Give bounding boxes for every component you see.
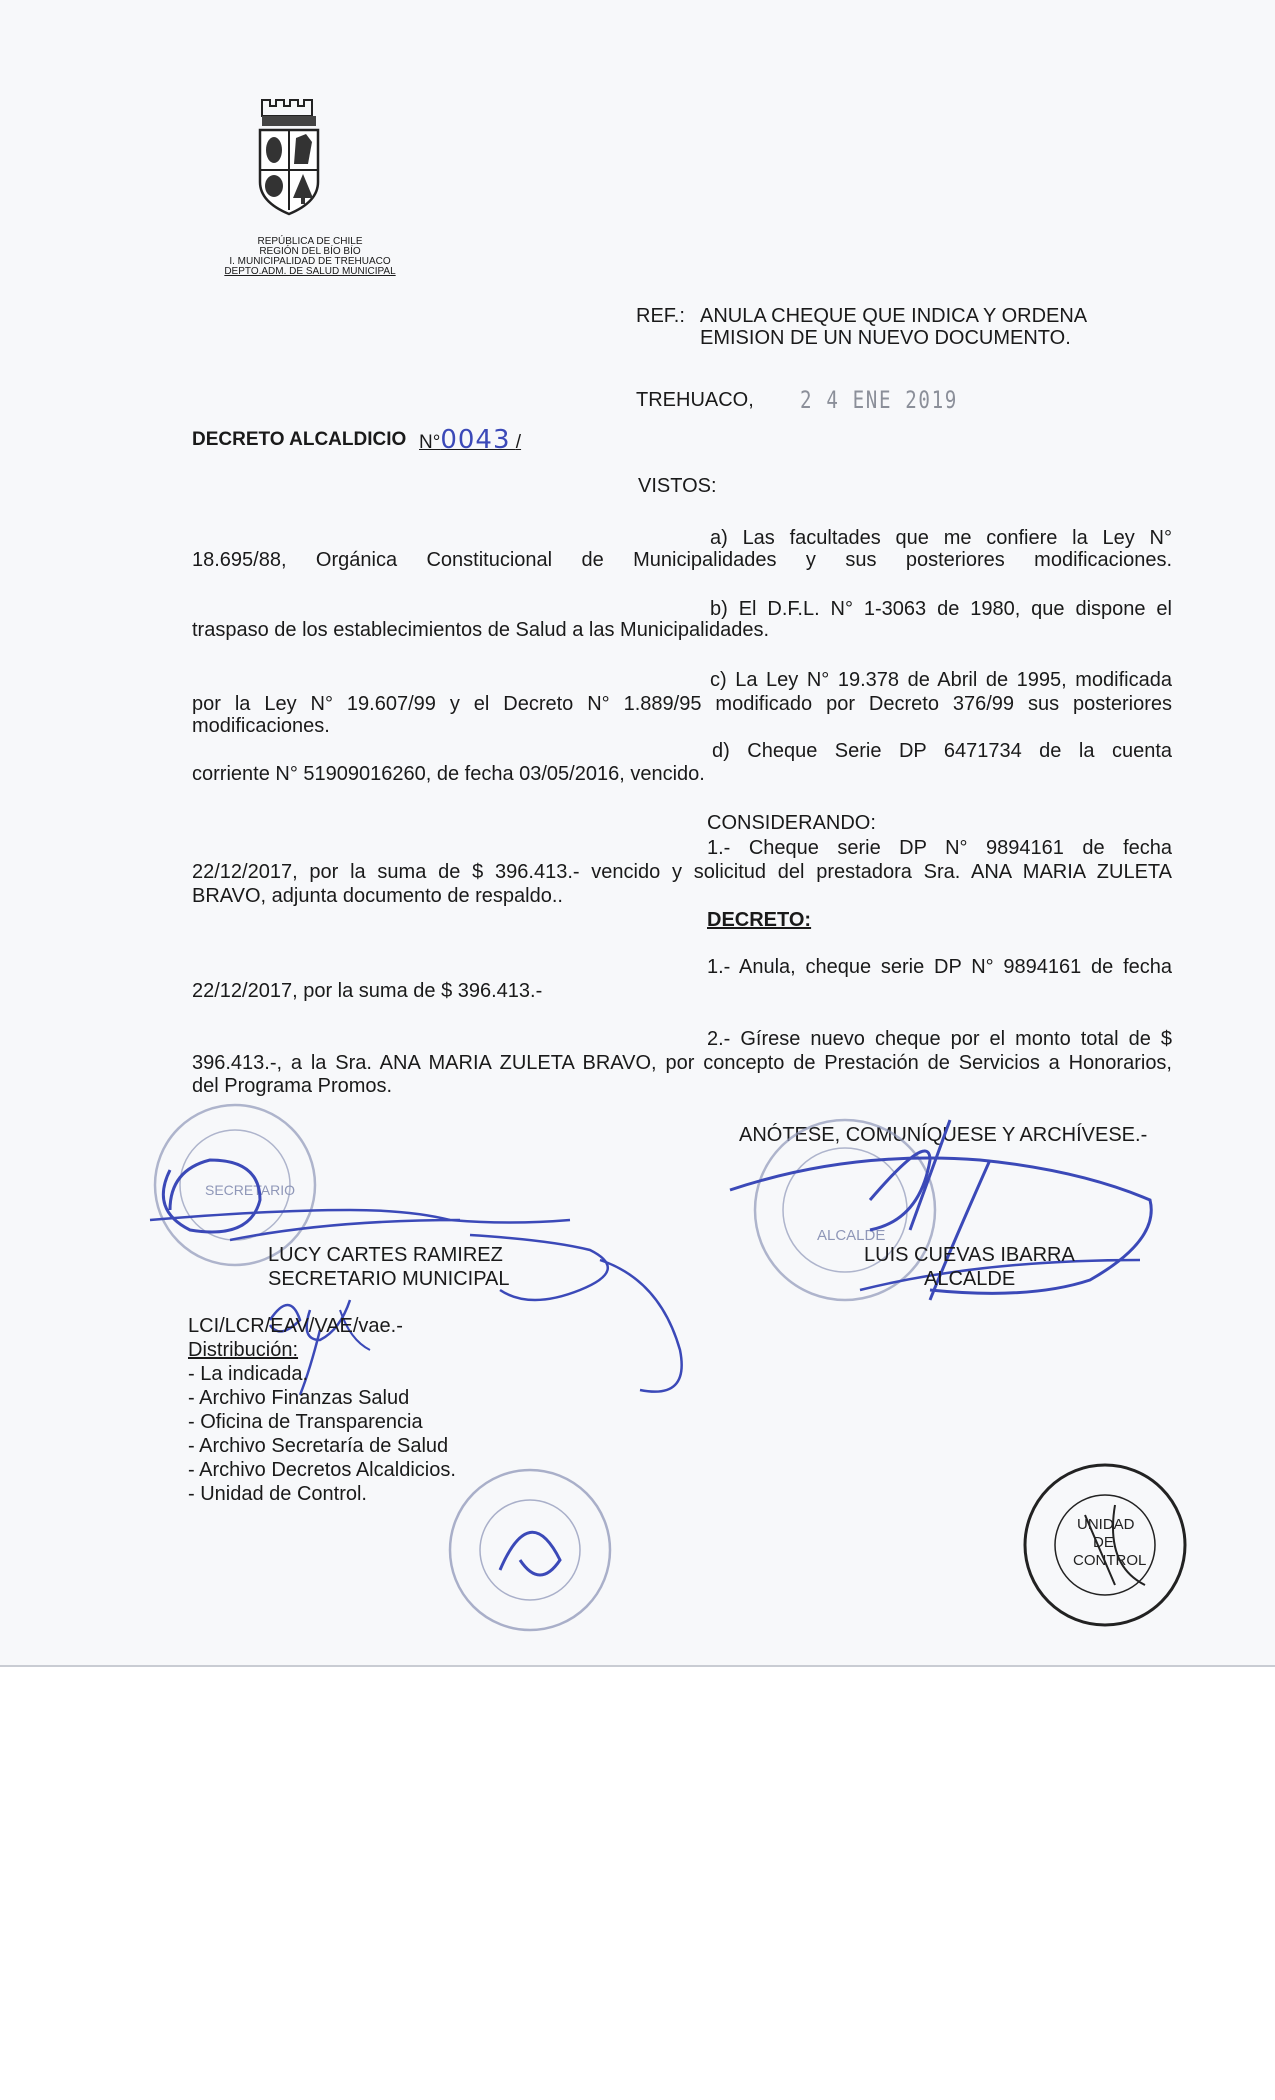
svg-text:ALCALDE: ALCALDE — [817, 1227, 886, 1244]
ref-line: EMISION DE UN NUEVO DOCUMENTO. — [700, 327, 1071, 349]
ref-line: ANULA CHEQUE QUE INDICA Y ORDENA — [700, 305, 1088, 327]
decreto-item: 1.- Anula, cheque serie DP N° 9894161 de fecha — [707, 956, 1172, 978]
distribution-item: - Archivo Finanzas Salud — [188, 1387, 410, 1409]
svg-text:SECRETARIO: SECRETARIO — [205, 1182, 295, 1198]
decreto-heading: DECRETO: — [707, 909, 812, 931]
initials: LCI/LCR/EAV/VAE/vae.- — [188, 1315, 403, 1337]
date-stamp: 2 4 ENE 2019 — [800, 386, 958, 414]
place: TREHUACO, — [636, 389, 754, 411]
svg-text:CONTROL: CONTROL — [1073, 1552, 1147, 1569]
oficina-stamp — [440, 1460, 620, 1640]
svg-text:DE: DE — [1093, 1534, 1114, 1551]
distribution-heading: Distribución: — [188, 1339, 299, 1361]
ref-label: REF.: — [636, 305, 685, 327]
decreto-number-label: N° — [419, 432, 441, 453]
decreto-number-suffix: / — [515, 432, 522, 453]
mayor-signature — [720, 1110, 1160, 1330]
vistos-c: c) La Ley N° 19.378 de Abril de 1995, modificada — [710, 669, 1172, 691]
decreto-number — [419, 425, 522, 455]
coat-of-arms-logo — [256, 98, 322, 216]
distribution-item: - Archivo Decretos Alcaldicios. — [188, 1459, 456, 1481]
header-line: DEPTO.ADM. DE SALUD MUNICIPAL — [224, 266, 396, 277]
header-line: REGIÓN DEL BÍO BÍO — [259, 246, 361, 257]
vistos-c: modificaciones. — [192, 715, 330, 737]
closing-formula: ANÓTESE, COMUNÍQUESE Y ARCHÍVESE.- — [739, 1124, 1148, 1146]
vistos-a: a) Las facultades que me confiere la Ley N° — [710, 527, 1172, 549]
decreto-item: 22/12/2017, por la suma de $ 396.413.- — [192, 980, 543, 1002]
mayor-title: ALCALDE — [924, 1268, 1016, 1290]
considerando-line: 22/12/2017, por la suma de $ 396.413.- vencido y solicitud del prestadora Sra. ANA MARIA ZULETA — [192, 861, 1172, 883]
decreto-title: DECRETO ALCALDICIO — [192, 429, 407, 450]
decreto-number-value: 0043 — [440, 425, 511, 455]
distribution-item: - Archivo Secretaría de Salud — [188, 1435, 449, 1457]
secretary-name: LUCY CARTES RAMIREZ — [268, 1244, 503, 1266]
considerando-heading: CONSIDERANDO: — [707, 812, 876, 834]
decreto-item: 2.- Gírese nuevo cheque por el monto total de $ — [707, 1028, 1172, 1050]
distribution-item: - Oficina de Transparencia — [188, 1411, 423, 1433]
vistos-heading: VISTOS: — [638, 475, 717, 497]
vistos-d: corriente N° 51909016260, de fecha 03/05/2016, vencido. — [192, 763, 705, 785]
decreto-item: del Programa Promos. — [192, 1075, 393, 1097]
mayor-name: LUIS CUEVAS IBARRA — [864, 1244, 1075, 1266]
secretary-title: SECRETARIO MUNICIPAL — [268, 1268, 510, 1290]
vistos-d: d) Cheque Serie DP 6471734 de la cuenta — [712, 740, 1172, 762]
header-line: REPÚBLICA DE CHILE — [257, 236, 363, 247]
distribution-item: - La indicada. — [188, 1363, 309, 1385]
header-line: I. MUNICIPALIDAD DE TREHUACO — [229, 256, 391, 267]
vistos-a: 18.695/88, Orgánica Constitucional de Municipalidades y sus posteriores modificaciones. — [192, 549, 1172, 571]
svg-text:UNIDAD: UNIDAD — [1077, 1516, 1135, 1533]
distribution-item: - Unidad de Control. — [188, 1483, 367, 1505]
vistos-c: por la Ley N° 19.607/99 y el Decreto N° 1.889/95 modificado por Decreto 376/99 sus posteriores — [192, 693, 1172, 715]
vistos-b: traspaso de los establecimientos de Salud a las Municipalidades. — [192, 619, 770, 641]
considerando-line: 1.- Cheque serie DP N° 9894161 de fecha — [707, 837, 1172, 859]
decreto-item: 396.413.-, a la Sra. ANA MARIA ZULETA BRAVO, por concepto de Prestación de Servicios a Honorarios, — [192, 1052, 1172, 1074]
considerando-line: BRAVO, adjunta documento de respaldo.. — [192, 885, 563, 907]
unidad-control-stamp — [1015, 1455, 1195, 1635]
vistos-b: b) El D.F.L. N° 1-3063 de 1980, que dispone el — [710, 598, 1172, 620]
